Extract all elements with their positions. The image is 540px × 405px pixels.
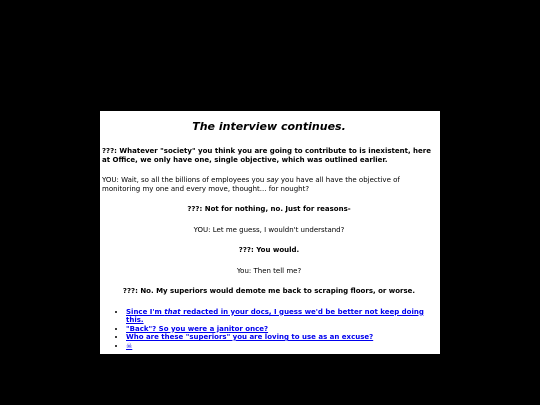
dialogue-text: ???: You would. — [238, 246, 300, 254]
choice-text: Since I'm — [126, 307, 165, 316]
dialogue-text: YOU: Wait, so all the billions of employees you — [102, 176, 267, 184]
dialogue-text: you have all have the objective of monitoring my one and every move, thought... for nought? — [102, 176, 400, 193]
dialogue-line-player — [102, 267, 436, 276]
dialogue-line-player — [102, 176, 436, 193]
choice-item — [126, 325, 436, 334]
choice-text: redacted in your docs, I guess we'd be better not keep doing this. — [126, 307, 424, 324]
choice-text: Who are these "superiors" you are loving to use as an excuse? — [126, 333, 374, 341]
choice-list — [102, 308, 436, 351]
dialogue-text: You: Then tell me? — [236, 266, 302, 275]
scene-title: The interview continues. — [192, 120, 346, 133]
choice-text: "Back"? So you were a janitor once? — [126, 324, 269, 333]
dialogue-emphasis: say — [266, 176, 279, 184]
choice-item — [126, 342, 436, 351]
choice-item — [126, 308, 436, 325]
dialogue-text: ???: No. My superiors would demote me back to scraping floors, or worse. — [122, 287, 416, 295]
choice-link-redacted[interactable] — [126, 308, 424, 325]
choice-item — [126, 333, 436, 342]
dialogue-text: ???: Whatever "society" you think you are going to contribute to is inexistent, here at Office, we only have one, single objective, which was outlined earlier. — [102, 147, 431, 164]
dialogue-line-stranger — [102, 246, 436, 255]
dialogue-line-stranger — [102, 205, 436, 214]
skull-icon: ☠ — [126, 341, 133, 350]
choice-link-skull[interactable] — [126, 342, 132, 350]
dialogue-panel — [100, 111, 440, 354]
choice-emphasis: that — [164, 307, 181, 316]
dialogue-text: ???: Not for nothing, no. Just for reasons- — [187, 205, 351, 213]
dialogue-text: YOU: Let me guess, I wouldn't understand? — [193, 225, 345, 234]
dialogue-line-player — [102, 226, 436, 235]
dialogue-line-stranger — [102, 147, 436, 164]
choice-link-janitor[interactable] — [126, 325, 268, 333]
dialogue-line-stranger — [102, 287, 436, 296]
choice-link-superiors[interactable] — [126, 333, 373, 341]
